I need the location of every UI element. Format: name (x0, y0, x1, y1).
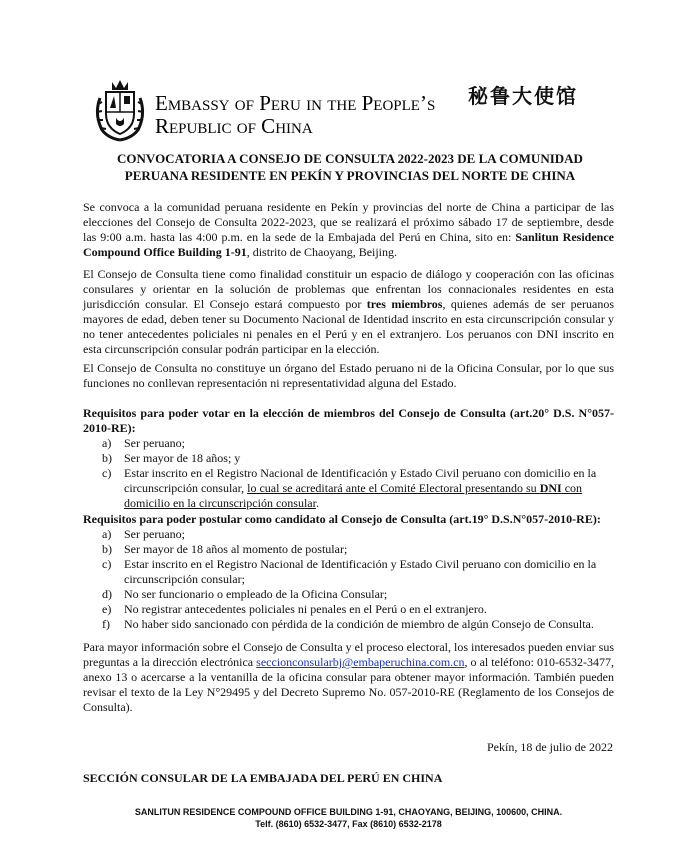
list-marker: f) (102, 617, 110, 631)
dni-requirement-text: lo cual se acreditará ante el Comité Electoral presentando su (247, 481, 540, 495)
contact-text: Para mayor información sobre el Consejo de Consulta y el proceso electoral, los interesados pueden enviar sus preguntas a la dirección electrónica (83, 640, 614, 669)
members-count: tres miembros (366, 297, 443, 311)
list-item-end: . (315, 496, 319, 510)
list-item (83, 451, 614, 466)
list-marker: d) (102, 587, 112, 601)
list-marker: a) (102, 527, 112, 541)
footer-line2: Telf. (8610) 6532-3477, Fax (8610) 6532-2178 (255, 819, 442, 829)
paragraph-nature: El Consejo de Consulta no constituye un órgano del Estado peruano ni de la Oficina Consular, por lo que sus funciones no conllevan representación ni representatividad alguna del Estado. (83, 361, 614, 390)
list-item-text: Ser peruano; (124, 436, 185, 450)
dni-requirement-tail: con domicilio en la circunscripción consular (124, 481, 583, 510)
list-item-text: Estar inscrito en el Registro Nacional de Identificación y Estado Civil peruano con domicilio en la circunscripción consular, (124, 466, 597, 495)
list-marker: a) (102, 436, 112, 450)
list-marker: c) (102, 466, 112, 480)
paragraph-purpose-text: El Consejo de Consulta tiene como finalidad constituir un espacio de diálogo y cooperación con las oficinas consulares y orientar en la solución de problemas que enfrentan los connacionales residentes en esta jurisdicción consular. El Consejo estará compuesto por (83, 267, 614, 311)
list-item (83, 587, 614, 602)
list-marker: b) (102, 542, 112, 556)
embassy-name-line2: Republic of China (155, 114, 313, 138)
list-item (83, 436, 614, 451)
list-item (83, 527, 614, 542)
contact-text-tail: , o al teléfono: 010-6532-3477, anexo 13 o acercarse a la ventanilla de la oficina consular para obtener mayor información. También pueden revisar el texto de la Ley N°29495 y del Decreto Supremo No. 057-2010-RE (Reglamento de los Consejos de Consulta). (83, 655, 614, 714)
list-item-text: Ser mayor de 18 años; y (124, 451, 241, 465)
list-item (83, 602, 614, 617)
list-item-text: No ser funcionario o empleado de la Oficina Consular; (124, 587, 388, 601)
list-item (83, 466, 614, 511)
list-item (83, 617, 614, 632)
issuing-section: SECCIÓN CONSULAR DE LA EMBAJADA DEL PERÚ EN CHINA (83, 771, 443, 785)
embassy-name (155, 92, 455, 138)
footer-line1: SANLITUN RESIDENCE COMPOUND OFFICE BUILDING 1-91, CHAOYANG, BEIJING, 100600, CHINA. (134, 807, 563, 817)
document-title (70, 150, 630, 184)
paragraph-convocation-text: Se convoca a la comunidad peruana residente en Pekín y provincias del norte de China a participar de las elecciones del Consejo de Consulta 2022-2023, que se realizará el próximo sábado 17 de septiembre, desde las 9:00 a.m. hasta las 4:00 p.m. en la sede de la Embajada del Perú en China, sito en: (83, 200, 614, 244)
contact-email-link[interactable]: seccionconsularbj@embaperuchina.com.cn (256, 655, 465, 669)
paragraph-purpose-tail: , quienes además de ser peruanos mayores de edad, deben tener su Documento Nacional de Identidad inscrito en esta circunscripción consular y no tener antecedentes policiales ni penales en el Perú y en el extranjero. Los peruanos con DNI inscrito en esta circunscripción consular podrán participar en la elección. (83, 297, 614, 356)
embassy-name-line1: Embassy of Peru in the People’s (155, 91, 436, 115)
paragraph-purpose (83, 267, 614, 357)
candidate-requirements-heading: Requisitos para poder postular como candidato al Consejo de Consulta (art.19° D.S.N°057-2010-RE): (83, 512, 601, 526)
list-marker: c) (102, 557, 112, 571)
list-item-text: Estar inscrito en el Registro Nacional de Identificación y Estado Civil peruano con domicilio en la circunscripción consular; (124, 557, 597, 586)
list-item (83, 557, 614, 587)
list-marker: b) (102, 451, 112, 465)
document-date: Pekín, 18 de julio de 2022 (487, 740, 613, 754)
list-marker: e) (102, 602, 112, 616)
list-item-text: Ser peruano; (124, 527, 185, 541)
title-line2: PERUANA RESIDENTE EN PEKÍN Y PROVINCIAS DEL NORTE DE CHINA (124, 168, 576, 183)
peru-coat-of-arms-icon (92, 78, 148, 142)
paragraph-convocation (83, 200, 614, 260)
list-item-text: No registrar antecedentes policiales ni penales en el Perú o en el extranjero. (124, 602, 487, 616)
venue-address: Sanlitun Residence Compound Office Building 1-91 (83, 230, 614, 259)
list-item-text: Ser mayor de 18 años al momento de postular; (124, 542, 348, 556)
dni-label: DNI (539, 481, 562, 495)
title-line1: CONVOCATORIA A CONSEJO DE CONSULTA 2022-2023 DE LA COMUNIDAD (117, 151, 583, 166)
list-item-text: No haber sido sancionado con pérdida de la condición de miembro de algún Consejo de Consulta. (124, 617, 594, 631)
vote-requirements-list (83, 436, 614, 511)
vote-requirements-heading: Requisitos para poder votar en la elección de miembros del Consejo de Consulta (art.20° D.S. N°057-2010-RE): (83, 406, 614, 435)
paragraph-convocation-tail: , distrito de Chaoyang, Beijing. (246, 245, 398, 259)
embassy-chinese-name: 秘鲁大使馆 (468, 84, 578, 108)
paragraph-contact (83, 640, 614, 715)
list-item (83, 542, 614, 557)
candidate-requirements-list (83, 527, 614, 632)
footer-address (83, 806, 614, 830)
